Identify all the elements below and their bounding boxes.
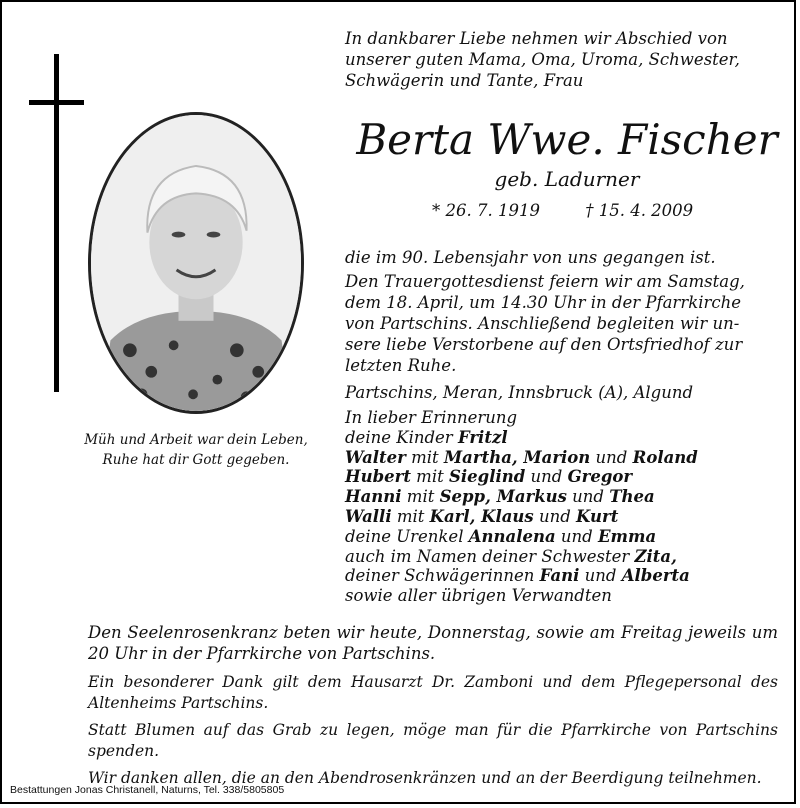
closing-notes xyxy=(88,622,778,789)
family-line-text: deine Urenkel xyxy=(345,526,469,546)
service-line: dem 18. April, um 14.30 Uhr in der Pfarrkirche xyxy=(345,293,741,312)
family-member-name: Karl, Klaus xyxy=(429,506,534,526)
family-member-name: Zita, xyxy=(634,546,677,566)
family-member-name: Annalena xyxy=(468,526,556,546)
family-line xyxy=(345,428,785,448)
family-list xyxy=(345,408,785,606)
flowers-note: Statt Blumen auf das Grab zu legen, möge man für die Pfarrkirche von Partschins spenden. xyxy=(88,721,778,760)
family-line-text: deiner Schwägerinnen xyxy=(345,566,540,586)
family-member-name: Hanni xyxy=(345,487,402,507)
family-line-text: sowie aller übrigen Verwandten xyxy=(345,586,612,606)
family-line xyxy=(345,566,785,586)
family-member-name: Alberta xyxy=(621,566,690,586)
family-member-name: Roland xyxy=(632,447,698,467)
family-line xyxy=(345,408,785,428)
service-line: von Partschins. Anschließend begleiten wir un- xyxy=(345,314,740,333)
intro-line: Schwägerin und Tante, Frau xyxy=(345,71,584,90)
family-line xyxy=(345,467,785,487)
family-member-name: Hubert xyxy=(345,467,411,487)
family-member-name: Fani xyxy=(539,566,580,586)
intro-line: unserer guten Mama, Oma, Uroma, Schwester, xyxy=(345,50,740,69)
portrait-illustration xyxy=(91,115,301,411)
family-line-text: und xyxy=(555,526,598,546)
age-line: die im 90. Lebensjahr von uns gegangen ist. xyxy=(345,248,716,267)
family-line xyxy=(345,547,785,567)
intro-text xyxy=(345,28,785,91)
places-line: Partschins, Meran, Innsbruck (A), Algund xyxy=(345,383,694,402)
intro-line: In dankbarer Liebe nehmen wir Abschied von xyxy=(345,29,728,48)
family-line-text: und xyxy=(525,467,568,487)
thanks-all-note: Wir danken allen, die an den Abendrosenkränzen und an der Beerdigung teilnehmen. xyxy=(88,769,762,787)
family-line-text: und xyxy=(566,487,610,507)
birth-name: geb. Ladurner xyxy=(494,167,640,191)
family-line-text: und xyxy=(533,506,577,526)
cross-icon-bar xyxy=(29,100,84,105)
memorial-motto xyxy=(62,430,330,470)
rosary-note: Den Seelenrosenkranz beten wir heute, Donnerstag, sowie am Freitag jeweils um 20 Uhr in der Pfarrkirche von Partschins. xyxy=(88,623,778,663)
family-line-text: mit xyxy=(391,506,430,526)
service-paragraph xyxy=(345,271,785,376)
family-line-text: mit xyxy=(405,447,444,467)
birth-date: * 26. 7. 1919 xyxy=(432,201,540,220)
family-line xyxy=(345,586,785,606)
family-member-name: Walter xyxy=(345,447,406,467)
family-line xyxy=(345,448,785,468)
service-line: letzten Ruhe. xyxy=(345,356,457,375)
family-member-name: Walli xyxy=(345,506,392,526)
family-member-name: Sieglind xyxy=(448,467,526,487)
service-line: Den Trauergottesdienst feiern wir am Samstag, xyxy=(345,272,745,291)
family-member-name: Sepp, Markus xyxy=(439,487,567,507)
motto-line: Müh und Arbeit war dein Leben, xyxy=(84,432,308,448)
family-line xyxy=(345,487,785,507)
family-member-name: Fritzl xyxy=(457,427,508,447)
family-member-name: Gregor xyxy=(567,467,633,487)
family-line-text: und xyxy=(590,447,633,467)
family-line-text: deine Kinder xyxy=(345,427,458,447)
service-details xyxy=(345,247,785,403)
family-line-text: und xyxy=(579,566,622,586)
family-line-text: In lieber Erinnerung xyxy=(345,408,518,427)
life-dates xyxy=(432,200,693,222)
family-member-name: Thea xyxy=(609,487,655,507)
family-member-name: Kurt xyxy=(576,506,619,526)
motto-line: Ruhe hat dir Gott gegeben. xyxy=(102,452,290,468)
family-line xyxy=(345,527,785,547)
family-line xyxy=(345,507,785,527)
family-line-text: mit xyxy=(410,467,449,487)
family-member-name: Martha, Marion xyxy=(443,447,591,467)
family-member-name: Emma xyxy=(597,526,657,546)
funeral-home-credit: Bestattungen Jonas Christanell, Naturns, Tel. 338/5805805 xyxy=(10,784,285,796)
thanks-staff-note: Ein besonderer Dank gilt dem Hausarzt Dr. Zamboni und dem Pflegepersonal des Altenheims Partschins. xyxy=(88,673,778,712)
family-line-text: mit xyxy=(401,487,440,507)
deceased-name: Berta Wwe. Fischer xyxy=(356,115,778,164)
service-line: sere liebe Verstorbene auf den Ortsfriedhof zur xyxy=(345,335,743,354)
family-line-text: auch im Namen deiner Schwester xyxy=(345,546,635,566)
portrait-photo xyxy=(88,112,304,414)
death-date: † 15. 4. 2009 xyxy=(585,201,694,220)
